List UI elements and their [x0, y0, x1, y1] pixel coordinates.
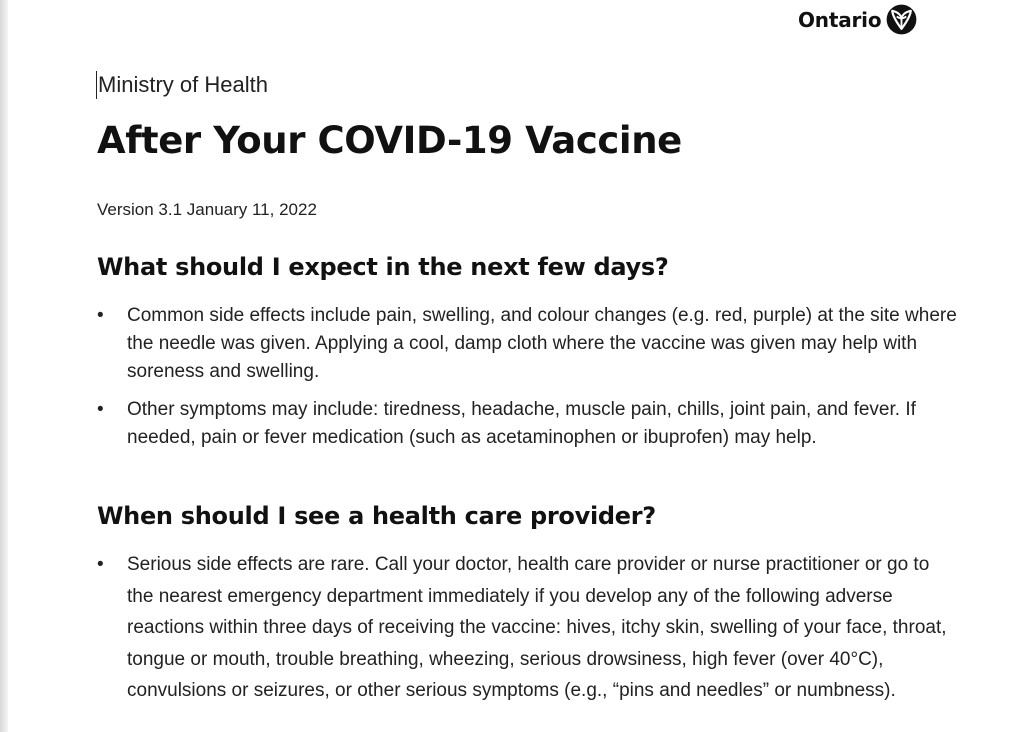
- list-item-text: Common side effects include pain, swelling, and colour changes (e.g. red, purple) at the site where the needle was given. Applying a cool, damp cloth where the vaccine was given may help with soreness and swelling.: [127, 305, 957, 382]
- section-heading-provider: When should I see a health care provider?: [97, 502, 656, 530]
- list-item: [97, 302, 957, 386]
- list-item: [97, 396, 957, 452]
- list-item-text: Serious side effects are rare. Call your doctor, health care provider or nurse practitioner or go to the nearest emergency department immediately if you develop any of the following adverse reactions within three days of receiving the vaccine: hives, itchy skin, swelling of your face, throat, tongue or mouth, trouble breathing, wheezing, serious drowsiness, high fever (over 40°C), convulsions or seizures, or other serious symptoms (e.g., “pins and needles” or numbness).: [127, 554, 947, 701]
- ontario-logo: [798, 4, 917, 35]
- ministry-name: Ministry of Health: [98, 72, 268, 97]
- ontario-trillium-icon: [886, 4, 917, 35]
- section-heading-expect: What should I expect in the next few days?: [97, 253, 669, 281]
- page-left-shadow: [0, 0, 8, 732]
- bullet-icon: •: [97, 399, 104, 420]
- bullet-icon: •: [97, 554, 104, 575]
- bullet-icon: •: [97, 305, 104, 326]
- bullet-list-provider: [97, 549, 957, 707]
- version-date: Version 3.1 January 11, 2022: [97, 200, 317, 219]
- list-item: [97, 549, 957, 707]
- document-page: [8, 0, 1023, 732]
- list-item-text: Other symptoms may include: tiredness, headache, muscle pain, chills, joint pain, and fever. If needed, pain or fever medication (such as acetaminophen or ibuprofen) may help.: [127, 399, 916, 448]
- ontario-logo-text: Ontario: [798, 7, 882, 32]
- bullet-list-expect: [97, 302, 957, 462]
- page-title: After Your COVID-19 Vaccine: [97, 119, 682, 162]
